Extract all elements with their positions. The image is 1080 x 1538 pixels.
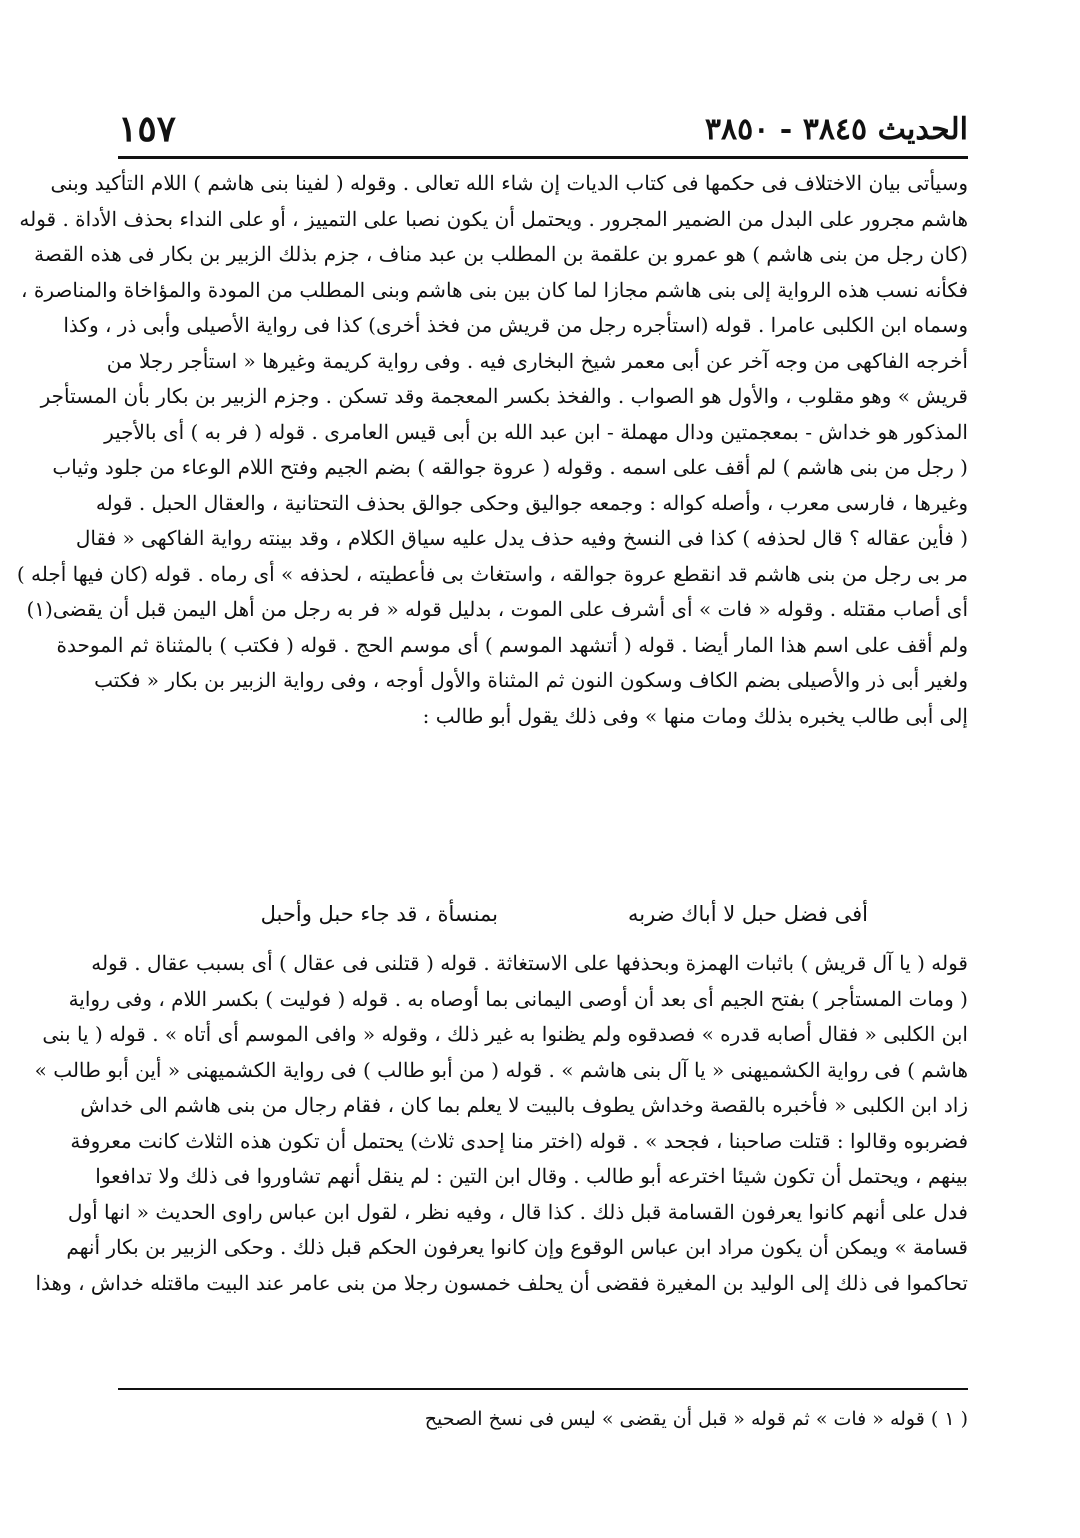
text-line: المذكور هو خداش - بمعجمتين ودال مهملة - ابن عبد الله بن أبى قيس العامرى . قوله ( فر به ) أى بالأجير	[104, 419, 968, 444]
text-line: ولغير أبى ذر والأصيلى بضم الكاف وسكون النون ثم المثناة والأول أوجه ، وفى رواية الزبير بن بكار « فكتب	[94, 668, 968, 692]
text-line: ( رجل من بنى هاشم ) لم أقف على اسمه . وقوله ( عروة جوالقه ) بضم الجيم وفتح اللام الوعاء من جلود وثياب	[52, 455, 968, 479]
text-line: قسامة » ويمكن أن يكون مراد ابن عباس الوقوع وإن كانوا يعرفون الحكم قبل ذلك . وحكى الزبير بن بكار أنهم	[66, 1235, 968, 1259]
text-line: هاشم ) فى رواية الكشميهنى « يا آل بنى هاشم » . قوله ( من أبو طالب ) فى رواية الكشميهنى « أين أبو طالب »	[34, 1057, 968, 1082]
poem-hemistich-2: بمنسأة ، قد جاء حبل وأحبل	[260, 902, 498, 926]
text-line: ولم أقف على اسم هذا المار أيضا . قوله ( أتشهد الموسم ) أى موسم الحج . قوله ( فكتب ) بالمثناة ثم الموحدة	[56, 632, 968, 657]
running-title: الحديث ٣٨٤٥ - ٣٨٥٠	[704, 112, 968, 147]
poem-verse	[118, 894, 968, 934]
text-line: قريش » وهو مقلوب ، والأول هو الصواب . والفخذ بكسر المعجمة وقد تسكن . وجزم الزبير بن بكار بأن المستأجر	[40, 384, 968, 408]
page-number: ١٥٧	[118, 108, 177, 150]
text-line: ( ومات المستأجر ) بفتح الجيم أى بعد أن أوصى اليمانى بما أوصاه به . قوله ( فوليت ) بكسر اللام ، وفى رواية	[68, 986, 968, 1011]
text-line: أخرجه الفاكهى من وجه آخر عن أبى معمر شيخ البخارى فيه . وفى رواية كريمة وغيرها « استأجر رجلا من	[106, 348, 968, 373]
text-line: بينهم ، ويحتمل أن تكون شيئا اخترعه أبو طالب . وقال ابن التين : لم ينقل أنهم تشاوروا فى ذلك ولا تدافعوا	[95, 1164, 968, 1188]
text-line: فكأنه نسب هذه الرواية إلى بنى هاشم مجازا لما كان بين بنى هاشم وبنى المطلب من المودة والمؤاخاة والمناصرة ،	[21, 277, 968, 302]
text-line: زاد ابن الكلبى « فأخبره بالقصة وخداش يطوف بالبيت لا يعلم بما كان ، فقام رجال من بنى هاشم الى خداش	[80, 1093, 968, 1117]
text-line: هاشم مجرور على البدل من الضمير المجرور . ويحتمل أن يكون نصبا على التمييز ، أو على النداء بحذف الأداة . قوله	[19, 206, 968, 231]
text-line: فدل على أنهم كانوا يعرفون القسامة قبل ذلك . كذا قال ، وفيه نظر ، لقول ابن عباس راوى الحديث « انها أول	[67, 1199, 968, 1224]
text-line: ابن الكلبى « فقال أصابه قدره » فصدقوه ولم يظنوا به غير ذلك ، وقوله « وافى الموسم أى أتاه » . قوله ( يا بنى	[42, 1022, 968, 1046]
main-text-paragraph-1	[16, 166, 968, 734]
text-line: فضربوه وقالوا : قتلت صاحبنا ، فجحد » . قوله (اختر منا إحدى ثلاث) يحتمل أن تكون هذه الثلاث كانت معروفة	[70, 1128, 968, 1153]
poem-hemistich-1: أفى فضل حبل لا أباك ضربه	[627, 902, 868, 926]
text-line: وغيرها ، فارسى معرب ، وأصله كواله : وجمعه جواليق وحكى جوالق بحذف التحتانية ، والعقال الحبل . قوله	[95, 490, 968, 515]
text-line: تحاكموا فى ذلك إلى الوليد بن المغيرة فقضى أن يحلف خمسون رجلا من بنى عامر عند البيت ماقتله خداش ، وهذا	[35, 1270, 968, 1295]
text-line: إلى أبى طالب يخبره بذلك ومات منها » وفى ذلك يقول أبو طالب :	[422, 703, 968, 728]
footnote-rule	[118, 1388, 968, 1390]
header-rule	[118, 156, 968, 159]
text-line: وسيأتى بيان الاختلاف فى حكمها فى كتاب الديات إن شاء الله تعالى . وقوله ( لفينا بنى هاشم ) اللام التأكيد وبنى	[50, 171, 968, 195]
text-line: (كان رجل من بنى هاشم ) هو عمرو بن علقمة بن المطلب بن عبد مناف ، جزم بذلك الزبير بن بكار فى هذه القصة	[34, 242, 968, 266]
main-text-paragraph-2	[34, 946, 968, 1301]
text-line: قوله ( يا آل قريش ) باثبات الهمزة وبحذفها على الاستغاثة . قوله ( قتلنى فى عقال ) أى بسبب عقال . قوله	[91, 951, 968, 975]
text-line: مر بى رجل من بنى هاشم قد انقطع عروة جوالقه ، واستغاث بى فأعطيته ، لحذفه » أى رماه . قوله (كان فيها أجله )	[16, 561, 968, 586]
page-header	[118, 108, 968, 154]
text-line: وسماه ابن الكلبى عامرا . قوله (استأجره رجل من قريش من فخذ أخرى) كذا فى رواية الأصيلى وأبى ذر ، وكذا	[63, 313, 968, 337]
text-line: ( فأين عقاله ؟ قال لحذفه ) كذا فى النسخ وفيه حذف يدل عليه سياق الكلام ، وقد بينته رواية الفاكهى « فقال	[75, 526, 968, 550]
footnote: ( ١ ) قوله « فات » ثم قوله « قبل أن يقضى » ليس فى نسخ الصحيح	[424, 1408, 968, 1430]
text-line: أى أصاب مقتله . وقوله « فات » أى أشرف على الموت ، بدليل قوله « فر به رجل من أهل اليمن قبل أن يقضى(١)	[26, 597, 968, 621]
